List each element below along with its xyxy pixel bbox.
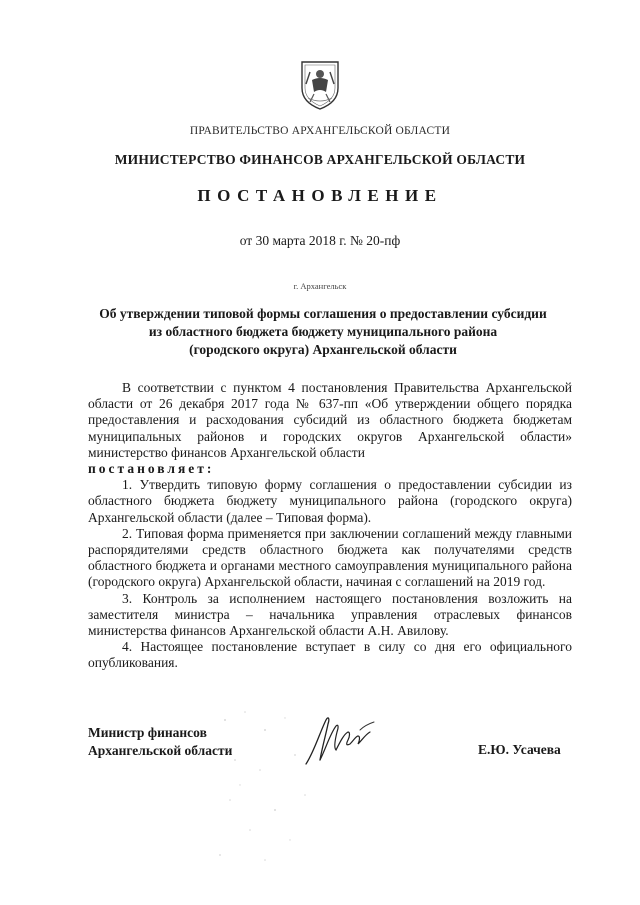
coat-of-arms-icon: [298, 58, 342, 110]
document-city: г. Архангельск: [293, 281, 347, 291]
title-line: (городского округа) Архангельской области: [189, 342, 457, 357]
signatory-position: [88, 724, 232, 760]
item-paragraph: 2. Типовая форма применяется при заключении соглашений между главными распорядителями средств областного бюджета как получателями средств областного бюджета и органами местного самоуправления муниципального района (городского округа) Архангельской области, начиная с соглашений на 2019 год.: [88, 525, 572, 590]
document-type: ПОСТАНОВЛЕНИЕ: [197, 186, 443, 205]
position-line: Архангельской области: [88, 743, 233, 758]
item-paragraph: 1. Утвердить типовую форму соглашения о предоставлении субсидии из областного бюджета бюджету муниципального района (городского округа) Архангельской области (далее – Типовая форма).: [88, 477, 572, 525]
signatory-name: Е.Ю. Усачева: [478, 742, 561, 757]
title-line: Об утверждении типовой формы соглашения о предоставлении субсидии: [99, 306, 547, 321]
document-title: [80, 305, 566, 359]
ministry-name: МИНИСТЕРСТВО ФИНАНСОВ АРХАНГЕЛЬСКОЙ ОБЛАСТИ: [114, 152, 526, 167]
position-line: Министр финансов: [88, 725, 207, 740]
resolves-line: [88, 461, 572, 477]
item-paragraph: 4. Настоящее постановление вступает в силу со дня его официального опубликования.: [88, 639, 572, 671]
title-line: из областного бюджета бюджету муниципального района: [148, 324, 498, 339]
resolves-word: постановляет:: [88, 461, 215, 477]
handwritten-signature: [300, 712, 390, 772]
government-name: ПРАВИТЕЛЬСТВО АРХАНГЕЛЬСКОЙ ОБЛАСТИ: [189, 125, 451, 137]
document-date-number: от 30 марта 2018 г. № 20-пф: [239, 233, 401, 248]
preamble-paragraph: В соответствии с пунктом 4 постановления Правительства Архангельской области от 26 декабря 2017 года № 637-пп «Об утверждении общего порядка предоставления и расходования субсидий из областного бюджета бюджетам муниципальных районов и городских округов Архангельской области» министерство финансов Архангельской области: [88, 380, 572, 460]
item-paragraph: 3. Контроль за исполнением настоящего постановления возложить на заместителя министра – начальника управления отраслевых финансов министерства финансов Архангельской области А.Н. Авилову.: [88, 590, 572, 639]
document-body: [88, 380, 572, 672]
